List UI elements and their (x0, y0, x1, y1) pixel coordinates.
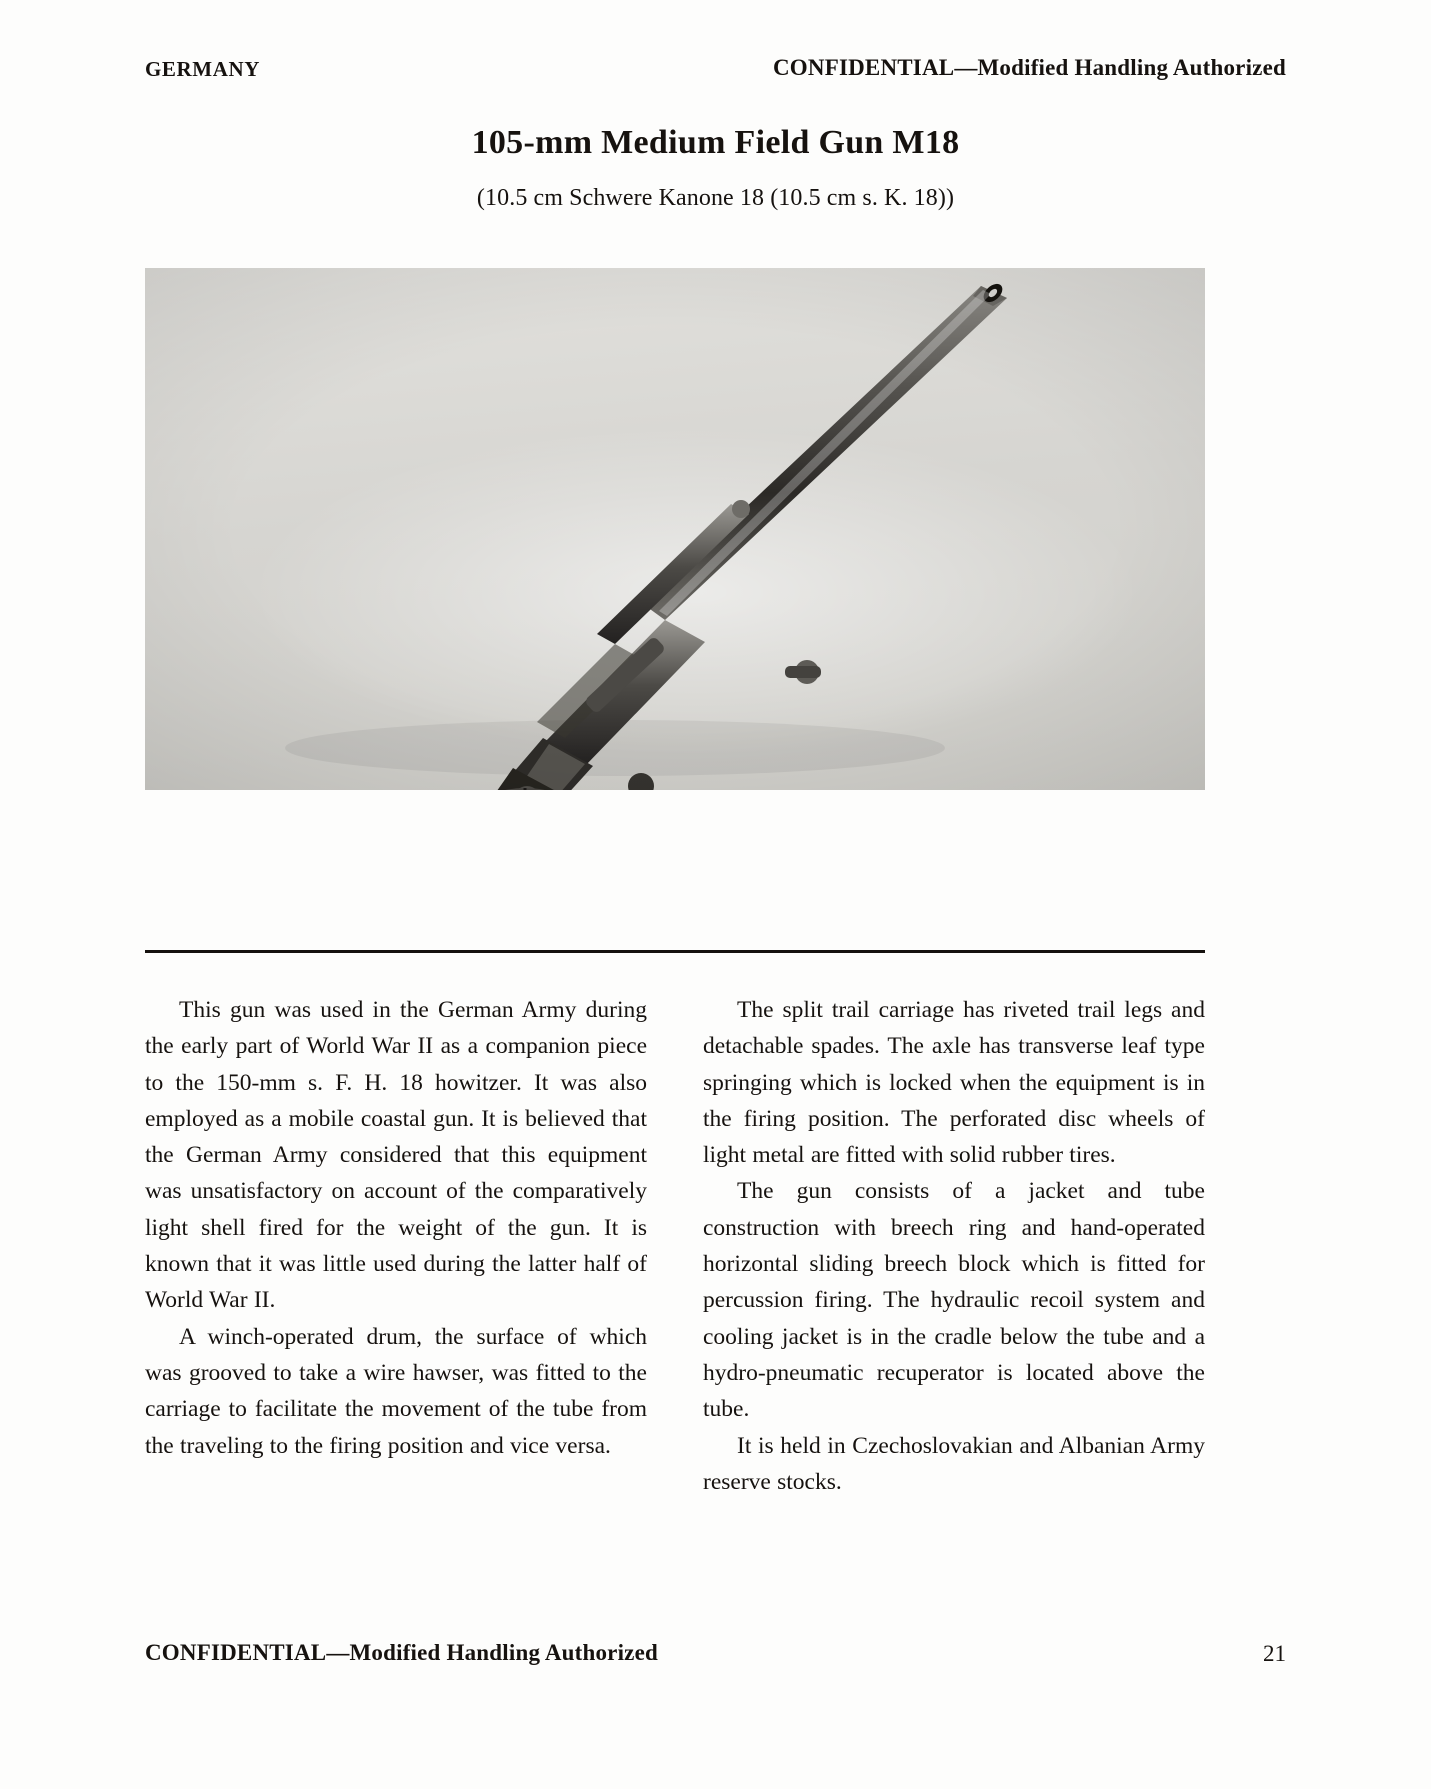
paragraph: The split trail carriage has riveted trail legs and detachable spades. The axle has transverse leaf type springing which is locked when the equipment is in the firing position. The perforated disc wheels of light metal are fitted with solid rubber tires. (703, 997, 1205, 1169)
paragraph: A winch-operated drum, the surface of which was grooved to take a wire hawser, was fitted to the carriage to facilitate the movement of the tube from the traveling to the firing position and vice versa. (145, 1323, 647, 1459)
figure-photograph (145, 268, 1205, 790)
page-title: 105-mm Medium Field Gun M18 (471, 124, 960, 161)
footer-classification: CONFIDENTIAL—Modified Handling Authorized (145, 1640, 658, 1665)
page-number: 21 (1263, 1641, 1286, 1666)
running-head (145, 57, 1286, 91)
section-divider-rule (145, 950, 1205, 953)
right-column (703, 992, 1205, 1500)
body-text (145, 992, 1205, 1500)
paragraph: This gun was used in the German Army during the early part of World War II as a companion piece to the 150-mm s. F. H. 18 howitzer. It was also employed as a mobile coastal gun. It is believed that the German Army considered that this equipment was unsatisfactory on account of the comparatively light shell fired for the weight of the gun. It is known that it was little used during the latter half of World War II. (145, 997, 647, 1314)
photo-vignette (145, 268, 1205, 790)
paragraph: It is held in Czechoslovakian and Albanian Army reserve stocks. (703, 1432, 1205, 1495)
paragraph: The gun consists of a jacket and tube construction with breech ring and hand-operated horizontal sliding breech block which is fitted for percussion firing. The hydraulic recoil system and cooling jacket is in the cradle below the tube and a hydro-pneumatic recuperator is located above the tube. (703, 1178, 1205, 1423)
page-footer (145, 1640, 1286, 1676)
running-head-classification: CONFIDENTIAL—Modified Handling Authorized (773, 55, 1286, 80)
left-column (145, 992, 647, 1500)
page-subtitle: (10.5 cm Schwere Kanone 18 (10.5 cm s. K. 18)) (476, 185, 955, 211)
running-head-country: GERMANY (145, 57, 261, 81)
